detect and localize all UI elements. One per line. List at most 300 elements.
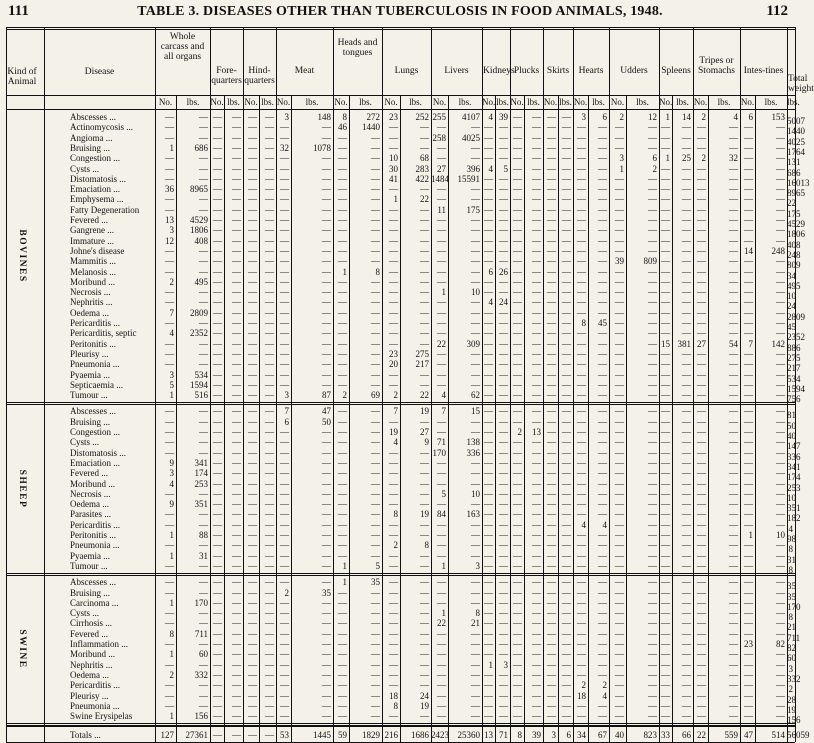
cell-lbs: —: [322, 457, 331, 468]
cell-lbs: —: [562, 406, 571, 417]
cell-lbs: —: [322, 184, 331, 195]
cell-no: —: [547, 649, 556, 660]
header-hearts: Hearts: [578, 66, 604, 76]
cell-lbs: —: [265, 669, 274, 680]
cell-no: —: [484, 519, 493, 530]
cell-lbs: —: [648, 608, 657, 619]
cell-lbs: —: [371, 530, 380, 540]
cell-no: —: [484, 173, 493, 184]
cell-lbs: —: [471, 478, 480, 489]
cell-lbs: —: [562, 287, 571, 298]
cell-no: 9: [169, 457, 174, 468]
cell-no: —: [389, 328, 398, 339]
disease-label: Gangrene ...: [70, 225, 114, 236]
cell-lbs: 272: [366, 112, 380, 122]
cell-no: —: [661, 416, 670, 427]
cell-lbs: —: [648, 478, 657, 489]
cell-lbs: —: [729, 427, 738, 437]
cell-total: 31: [787, 554, 796, 565]
cell-lbs: —: [371, 235, 380, 246]
cell-lbs: —: [199, 173, 208, 184]
cell-lbs: —: [648, 173, 657, 184]
cell-no: —: [389, 122, 398, 133]
cell-lbs: —: [371, 659, 380, 670]
cell-no: —: [213, 359, 222, 370]
cell-no: —: [547, 256, 556, 267]
cell-lbs: —: [598, 659, 607, 670]
cell-lbs: —: [232, 245, 241, 256]
cell-no: —: [165, 194, 174, 205]
cell-no: —: [389, 587, 398, 598]
cell-no: —: [280, 530, 289, 540]
cell-lbs: —: [371, 628, 380, 639]
cell-no: —: [547, 359, 556, 370]
cell-lbs: —: [371, 468, 380, 479]
cell-no: —: [744, 379, 753, 390]
cell-lbs: —: [776, 215, 785, 225]
cell-lbs: —: [648, 297, 657, 308]
cell-lbs: —: [729, 669, 738, 680]
cell-no: —: [577, 639, 586, 649]
cell-lbs: —: [532, 478, 541, 489]
cell-lbs: —: [232, 215, 241, 225]
cell-lbs: —: [682, 132, 691, 143]
cell-no: —: [484, 307, 493, 318]
cell-no: —: [513, 132, 522, 143]
cell-no: —: [484, 540, 493, 551]
cell-lbs: —: [232, 338, 241, 349]
cell-lbs: —: [648, 711, 657, 722]
subheader-lbs: lbs.: [227, 97, 240, 107]
cell-lbs: —: [648, 618, 657, 629]
cell-lbs: —: [598, 447, 607, 458]
cell-no: —: [615, 390, 624, 401]
cell-no: —: [513, 618, 522, 629]
cell-lbs: —: [729, 608, 738, 619]
disease-label: Cysts ...: [70, 608, 100, 619]
cell-no: —: [280, 256, 289, 267]
cell-no: —: [697, 530, 706, 540]
disease-label: Congestion ...: [70, 153, 121, 164]
cell-lbs: —: [532, 225, 541, 236]
cell-no: —: [213, 639, 222, 649]
disease-label: Cysts ...: [70, 437, 100, 448]
cell-no: —: [165, 359, 174, 370]
cell-no: —: [484, 287, 493, 298]
cell-no: —: [484, 416, 493, 427]
cell-no: —: [615, 550, 624, 561]
cell-no: —: [513, 153, 522, 164]
cell-no: —: [280, 173, 289, 184]
cell-lbs: 68: [420, 153, 429, 164]
cell-lbs: —: [265, 649, 274, 660]
cell-total: 1764: [787, 146, 805, 157]
cell-lbs: —: [776, 416, 785, 427]
cell-total: 2352: [787, 332, 805, 343]
cell-lbs: —: [371, 245, 380, 256]
totals-cell: 1445: [313, 730, 331, 741]
cell-no: —: [338, 639, 347, 649]
cell-no: —: [280, 132, 289, 143]
cell-lbs: 10: [471, 287, 480, 298]
cell-no: —: [248, 359, 257, 370]
cell-no: —: [484, 639, 493, 649]
column-divider: [382, 27, 383, 742]
subheader-lbs: lbs.: [787, 97, 800, 107]
cell-lbs: —: [471, 215, 480, 225]
cell-total: 5007: [787, 116, 805, 126]
cell-no: —: [213, 519, 222, 530]
cell-no: —: [615, 416, 624, 427]
cell-no: —: [248, 597, 257, 608]
cell-lbs: —: [729, 468, 738, 479]
cell-no: —: [213, 711, 222, 722]
cell-no: —: [615, 587, 624, 598]
column-divider: [349, 95, 350, 742]
cell-no: —: [661, 427, 670, 437]
cell-no: —: [547, 194, 556, 205]
cell-no: —: [338, 338, 347, 349]
cell-no: —: [547, 184, 556, 195]
cell-no: 2: [169, 669, 174, 680]
cell-lbs: 142: [771, 338, 785, 349]
disease-label: Emphysema ...: [70, 194, 124, 205]
cell-total: 1594: [787, 383, 805, 394]
cell-lbs: —: [648, 416, 657, 427]
cell-lbs: —: [682, 204, 691, 215]
cell-no: —: [484, 204, 493, 215]
cell-lbs: —: [322, 447, 331, 458]
cell-no: —: [484, 690, 493, 701]
cell-lbs: —: [729, 690, 738, 701]
cell-no: —: [484, 215, 493, 225]
cell-lbs: —: [371, 297, 380, 308]
cell-no: —: [744, 457, 753, 468]
cell-lbs: 8: [375, 266, 380, 277]
cell-no: 10: [389, 153, 398, 164]
cell-no: 14: [744, 245, 753, 256]
cell-no: —: [697, 587, 706, 598]
cell-no: —: [437, 669, 446, 680]
cell-lbs: —: [776, 711, 785, 722]
cell-no: 6: [284, 416, 289, 427]
cell-no: 9: [169, 499, 174, 510]
cell-lbs: —: [776, 194, 785, 205]
cell-no: 1: [342, 266, 347, 277]
cell-total: 156: [787, 715, 801, 726]
disease-label: Peritonitis ...: [70, 338, 117, 349]
cell-no: —: [389, 669, 398, 680]
cell-lbs: —: [532, 499, 541, 510]
cell-no: —: [338, 307, 347, 318]
cell-lbs: —: [776, 276, 785, 287]
cell-lbs: —: [499, 318, 508, 328]
cell-lbs: —: [471, 194, 480, 205]
cell-no: —: [697, 390, 706, 401]
cell-no: —: [484, 427, 493, 437]
cell-total: 98: [787, 534, 796, 544]
cell-no: —: [661, 390, 670, 401]
cell-no: —: [744, 204, 753, 215]
cell-lbs: 60: [199, 649, 208, 660]
cell-no: —: [389, 379, 398, 390]
cell-lbs: —: [322, 690, 331, 701]
cell-lbs: —: [265, 416, 274, 427]
cell-no: —: [484, 256, 493, 267]
cell-lbs: —: [729, 390, 738, 401]
cell-lbs: —: [322, 639, 331, 649]
cell-no: —: [280, 266, 289, 277]
cell-lbs: —: [499, 690, 508, 701]
cell-no: —: [661, 478, 670, 489]
cell-lbs: —: [322, 488, 331, 499]
cell-no: —: [697, 173, 706, 184]
cell-lbs: —: [371, 256, 380, 267]
cell-lbs: 217: [415, 359, 429, 370]
cell-no: —: [389, 142, 398, 153]
cell-lbs: —: [776, 659, 785, 670]
cell-lbs: —: [322, 669, 331, 680]
cell-lbs: 170: [194, 597, 208, 608]
cell-no: —: [513, 540, 522, 551]
cell-lbs: —: [682, 359, 691, 370]
cell-no: —: [280, 276, 289, 287]
cell-no: —: [697, 328, 706, 339]
cell-no: —: [213, 437, 222, 448]
cell-lbs: —: [648, 499, 657, 510]
cell-lbs: 163: [466, 509, 480, 520]
cell-no: —: [338, 379, 347, 390]
cell-lbs: —: [322, 318, 331, 328]
header-spleens: Spleens: [661, 66, 691, 76]
cell-no: —: [661, 519, 670, 530]
cell-no: —: [248, 711, 257, 722]
subheader-no: No.: [210, 97, 224, 107]
totals-cell: 56059: [787, 730, 810, 741]
cell-lbs: —: [265, 406, 274, 417]
cell-lbs: —: [729, 680, 738, 691]
cell-no: —: [513, 204, 522, 215]
cell-no: —: [437, 245, 446, 256]
cell-no: —: [165, 297, 174, 308]
cell-lbs: —: [648, 122, 657, 133]
cell-no: —: [661, 297, 670, 308]
cell-lbs: —: [471, 266, 480, 277]
cell-lbs: —: [682, 369, 691, 380]
cell-no: 1: [169, 711, 174, 722]
cell-lbs: —: [776, 204, 785, 215]
cell-total: 8965: [787, 188, 805, 199]
cell-lbs: —: [265, 307, 274, 318]
cell-no: 15: [661, 338, 670, 349]
cell-lbs: —: [471, 550, 480, 561]
cell-no: 3: [284, 112, 289, 122]
cell-no: —: [744, 163, 753, 174]
cell-lbs: —: [562, 204, 571, 215]
cell-no: —: [744, 328, 753, 339]
cell-lbs: —: [729, 659, 738, 670]
cell-no: —: [338, 509, 347, 520]
cell-lbs: —: [776, 700, 785, 711]
cell-no: —: [547, 153, 556, 164]
cell-no: —: [547, 406, 556, 417]
disease-label: Peritonitis ...: [70, 530, 117, 540]
cell-no: —: [513, 509, 522, 520]
cell-no: 8: [342, 112, 347, 122]
cell-no: —: [547, 307, 556, 318]
cell-lbs: —: [371, 359, 380, 370]
cell-no: 30: [389, 163, 398, 174]
cell-no: —: [513, 359, 522, 370]
cell-lbs: —: [232, 499, 241, 510]
cell-lbs: —: [265, 499, 274, 510]
cell-no: —: [513, 287, 522, 298]
cell-lbs: —: [598, 328, 607, 339]
cell-lbs: —: [682, 245, 691, 256]
cell-no: —: [577, 669, 586, 680]
cell-no: —: [280, 215, 289, 225]
cell-lbs: —: [371, 307, 380, 318]
cell-total: 21: [787, 622, 796, 633]
cell-no: —: [338, 587, 347, 598]
subheader-lbs: lbs.: [359, 97, 372, 107]
cell-lbs: —: [729, 173, 738, 184]
cell-no: —: [437, 256, 446, 267]
cell-no: —: [513, 256, 522, 267]
cell-lbs: —: [499, 307, 508, 318]
table-top-rule: [6, 27, 795, 28]
totals-cell: 2423: [431, 730, 449, 741]
cell-lbs: —: [232, 416, 241, 427]
cell-total: 275: [787, 352, 801, 363]
cell-lbs: —: [598, 194, 607, 205]
cell-no: —: [213, 447, 222, 458]
cell-lbs: —: [420, 608, 429, 619]
cell-lbs: —: [265, 245, 274, 256]
cell-lbs: —: [682, 194, 691, 205]
cell-no: —: [389, 225, 398, 236]
cell-no: 4: [393, 437, 398, 448]
cell-lbs: —: [265, 618, 274, 629]
cell-total: 175: [787, 208, 801, 219]
disease-label: Immature ...: [70, 235, 114, 246]
disease-label: Fatty Degeneration: [70, 204, 140, 215]
cell-no: —: [437, 348, 446, 359]
cell-no: —: [338, 215, 347, 225]
cell-no: 13: [165, 215, 174, 225]
cell-no: —: [547, 659, 556, 670]
cell-lbs: 1806: [190, 225, 208, 236]
cell-no: —: [744, 447, 753, 458]
cell-no: —: [547, 369, 556, 380]
disease-label: Fevered ...: [70, 468, 108, 479]
cell-no: —: [615, 560, 624, 571]
cell-no: —: [389, 287, 398, 298]
cell-lbs: —: [499, 447, 508, 458]
cell-no: —: [213, 215, 222, 225]
cell-no: —: [338, 328, 347, 339]
cell-lbs: —: [532, 587, 541, 598]
column-divider: [693, 27, 694, 742]
totals-cell: 127: [160, 730, 174, 741]
disease-label: Necrosis ...: [70, 488, 111, 499]
cell-no: —: [697, 618, 706, 629]
cell-lbs: —: [598, 132, 607, 143]
cell-no: —: [615, 307, 624, 318]
cell-lbs: —: [265, 194, 274, 205]
cell-lbs: —: [598, 369, 607, 380]
cell-no: —: [615, 379, 624, 390]
column-divider: [333, 27, 334, 742]
cell-lbs: —: [729, 550, 738, 561]
cell-lbs: —: [682, 287, 691, 298]
cell-no: —: [437, 369, 446, 380]
cell-no: —: [280, 287, 289, 298]
cell-lbs: —: [322, 173, 331, 184]
cell-no: —: [513, 142, 522, 153]
cell-lbs: —: [232, 468, 241, 479]
cell-no: —: [661, 509, 670, 520]
cell-no: —: [513, 235, 522, 246]
cell-no: —: [437, 427, 446, 437]
cell-lbs: —: [598, 184, 607, 195]
cell-no: —: [744, 194, 753, 205]
cell-no: —: [389, 457, 398, 468]
cell-lbs: —: [682, 468, 691, 479]
cell-no: —: [513, 550, 522, 561]
cell-lbs: —: [532, 406, 541, 417]
cell-no: —: [248, 639, 257, 649]
cell-no: —: [437, 478, 446, 489]
cell-no: —: [744, 499, 753, 510]
cell-no: —: [389, 711, 398, 722]
cell-lbs: —: [729, 530, 738, 540]
cell-lbs: —: [420, 266, 429, 277]
cell-total: 711: [787, 632, 801, 643]
cell-lbs: —: [499, 184, 508, 195]
cell-lbs: 27: [420, 427, 429, 437]
cell-no: —: [280, 338, 289, 349]
cell-no: —: [248, 406, 257, 417]
cell-lbs: —: [499, 597, 508, 608]
cell-lbs: —: [532, 680, 541, 691]
cell-lbs: 6: [652, 153, 657, 164]
header-livers: Livers: [444, 66, 469, 76]
cell-no: —: [697, 318, 706, 328]
cell-lbs: —: [648, 225, 657, 236]
cell-lbs: —: [532, 245, 541, 256]
cell-no: —: [484, 359, 493, 370]
cell-no: —: [248, 669, 257, 680]
cell-lbs: —: [598, 359, 607, 370]
cell-lbs: —: [471, 669, 480, 680]
column-divider: [259, 95, 260, 742]
cell-lbs: —: [648, 628, 657, 639]
cell-lbs: —: [471, 225, 480, 236]
cell-no: —: [547, 204, 556, 215]
cell-lbs: —: [499, 618, 508, 629]
cell-lbs: —: [598, 649, 607, 660]
cell-lbs: —: [532, 509, 541, 520]
cell-no: —: [513, 478, 522, 489]
cell-no: 1: [441, 608, 446, 619]
cell-no: —: [389, 276, 398, 287]
cell-lbs: —: [648, 215, 657, 225]
disease-label: Abscesses ...: [70, 406, 116, 417]
cell-no: —: [437, 215, 446, 225]
cell-no: —: [661, 577, 670, 588]
cell-lbs: —: [499, 245, 508, 256]
